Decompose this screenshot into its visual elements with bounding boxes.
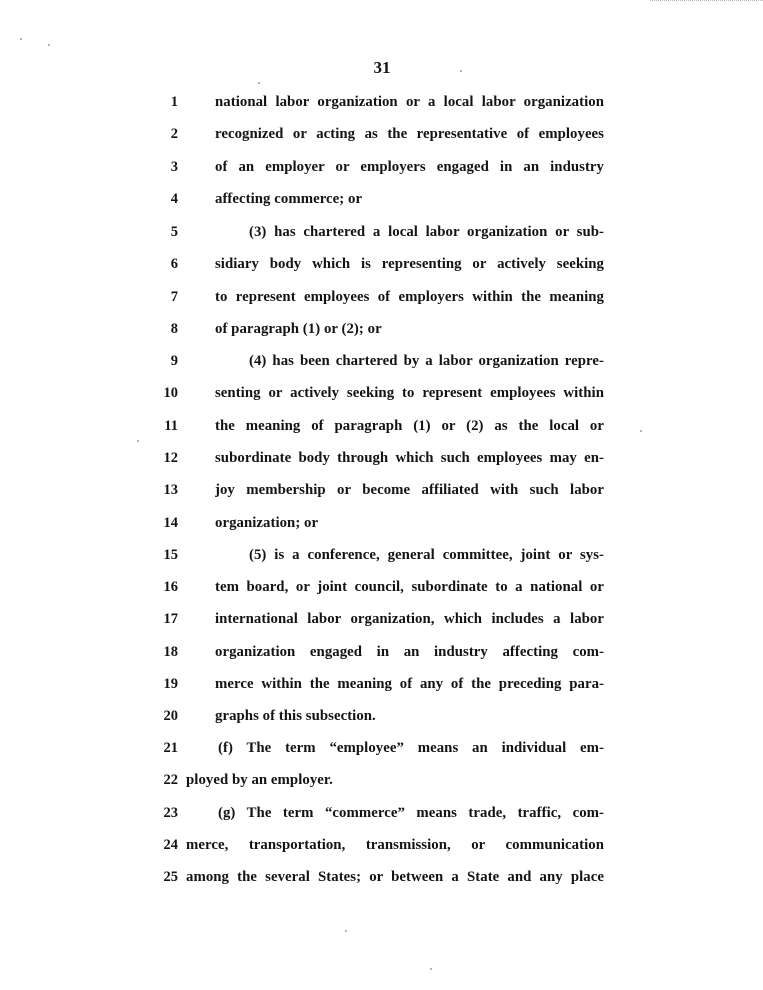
text-line-14 <box>0 511 763 535</box>
line-text: national labor organization or a local labor organization <box>215 94 604 110</box>
line-text: among the several States; or between a State and any place <box>186 869 604 885</box>
line-text: joy membership or become affiliated with such labor <box>215 482 604 498</box>
line-text: organization; or <box>215 515 319 531</box>
line-number: 8 <box>170 321 178 337</box>
text-line-20 <box>0 704 763 728</box>
line-number: 5 <box>170 224 178 240</box>
line-text: of paragraph (1) or (2); or <box>215 321 382 337</box>
line-number: 2 <box>170 126 178 142</box>
scan-speck <box>460 70 462 72</box>
line-number: 25 <box>163 869 178 885</box>
scan-speck <box>258 82 260 84</box>
line-number: 20 <box>163 708 178 724</box>
line-text: the meaning of paragraph (1) or (2) as the local or <box>215 418 604 434</box>
scan-speck <box>430 968 432 970</box>
scan-speck <box>20 38 22 40</box>
line-number: 13 <box>163 482 178 498</box>
text-line-1 <box>0 90 763 114</box>
line-number: 14 <box>163 515 178 531</box>
scan-speck <box>137 440 139 442</box>
text-line-18 <box>0 640 763 664</box>
line-text: merce within the meaning of any of the preceding para- <box>215 676 604 692</box>
line-number: 23 <box>163 805 178 821</box>
line-number: 1 <box>170 94 178 110</box>
text-line-19 <box>0 672 763 696</box>
line-number: 10 <box>163 385 178 401</box>
line-text: sidiary body which is representing or actively seeking <box>215 256 604 272</box>
line-text: recognized or acting as the representative of employees <box>215 126 604 142</box>
line-number: 3 <box>170 159 178 175</box>
text-line-21 <box>0 736 763 760</box>
line-number: 18 <box>163 644 178 660</box>
text-line-9 <box>0 349 763 373</box>
line-text: ployed by an employer. <box>186 772 333 788</box>
line-text: of an employer or employers engaged in an industry <box>215 159 604 175</box>
line-number: 11 <box>164 418 178 434</box>
text-line-4 <box>0 187 763 211</box>
text-line-23 <box>0 801 763 825</box>
line-text: international labor organization, which includes a labor <box>215 611 604 627</box>
text-line-22 <box>0 768 763 792</box>
line-text: to represent employees of employers within the meaning <box>215 289 604 305</box>
text-line-5 <box>0 220 763 244</box>
text-line-16 <box>0 575 763 599</box>
line-text: tem board, or joint council, subordinate to a national or <box>215 579 604 595</box>
text-line-3 <box>0 155 763 179</box>
text-line-8 <box>0 317 763 341</box>
line-number: 7 <box>170 289 178 305</box>
line-number: 24 <box>163 837 178 853</box>
text-line-2 <box>0 122 763 146</box>
line-text: senting or actively seeking to represent employees within <box>215 385 604 401</box>
text-line-15 <box>0 543 763 567</box>
page-number: 31 <box>373 58 391 77</box>
text-line-10 <box>0 381 763 405</box>
line-number: 9 <box>170 353 178 369</box>
line-number: 19 <box>163 676 178 692</box>
text-line-6 <box>0 252 763 276</box>
line-number: 6 <box>170 256 178 272</box>
scan-speck <box>48 44 50 46</box>
line-text: affecting commerce; or <box>215 191 363 207</box>
line-number: 12 <box>163 450 178 466</box>
scan-speck <box>345 930 347 932</box>
text-line-12 <box>0 446 763 470</box>
line-number: 17 <box>163 611 178 627</box>
text-line-25 <box>0 865 763 889</box>
scan-edge-mark <box>650 0 763 2</box>
line-text: subordinate body through which such employees may en- <box>215 450 604 466</box>
line-text: (f) The term “employee” means an individual em- <box>218 740 604 756</box>
line-text: (4) has been chartered by a labor organization repre- <box>249 353 604 369</box>
scan-speck <box>640 430 642 432</box>
line-number: 16 <box>163 579 178 595</box>
line-number: 22 <box>163 772 178 788</box>
text-line-7 <box>0 285 763 309</box>
line-text: (3) has chartered a local labor organization or sub- <box>249 224 604 240</box>
line-text: (g) The term “commerce” means trade, traffic, com- <box>218 805 604 821</box>
text-line-11 <box>0 414 763 438</box>
line-text: graphs of this subsection. <box>215 708 376 724</box>
line-number: 4 <box>170 191 178 207</box>
line-number: 21 <box>163 740 178 756</box>
line-text: merce, transportation, transmission, or communication <box>186 837 604 853</box>
line-text: organization engaged in an industry affecting com- <box>215 644 604 660</box>
line-number: 15 <box>163 547 178 563</box>
text-line-24 <box>0 833 763 857</box>
text-line-17 <box>0 607 763 631</box>
line-text: (5) is a conference, general committee, joint or sys- <box>249 547 604 563</box>
text-line-13 <box>0 478 763 502</box>
